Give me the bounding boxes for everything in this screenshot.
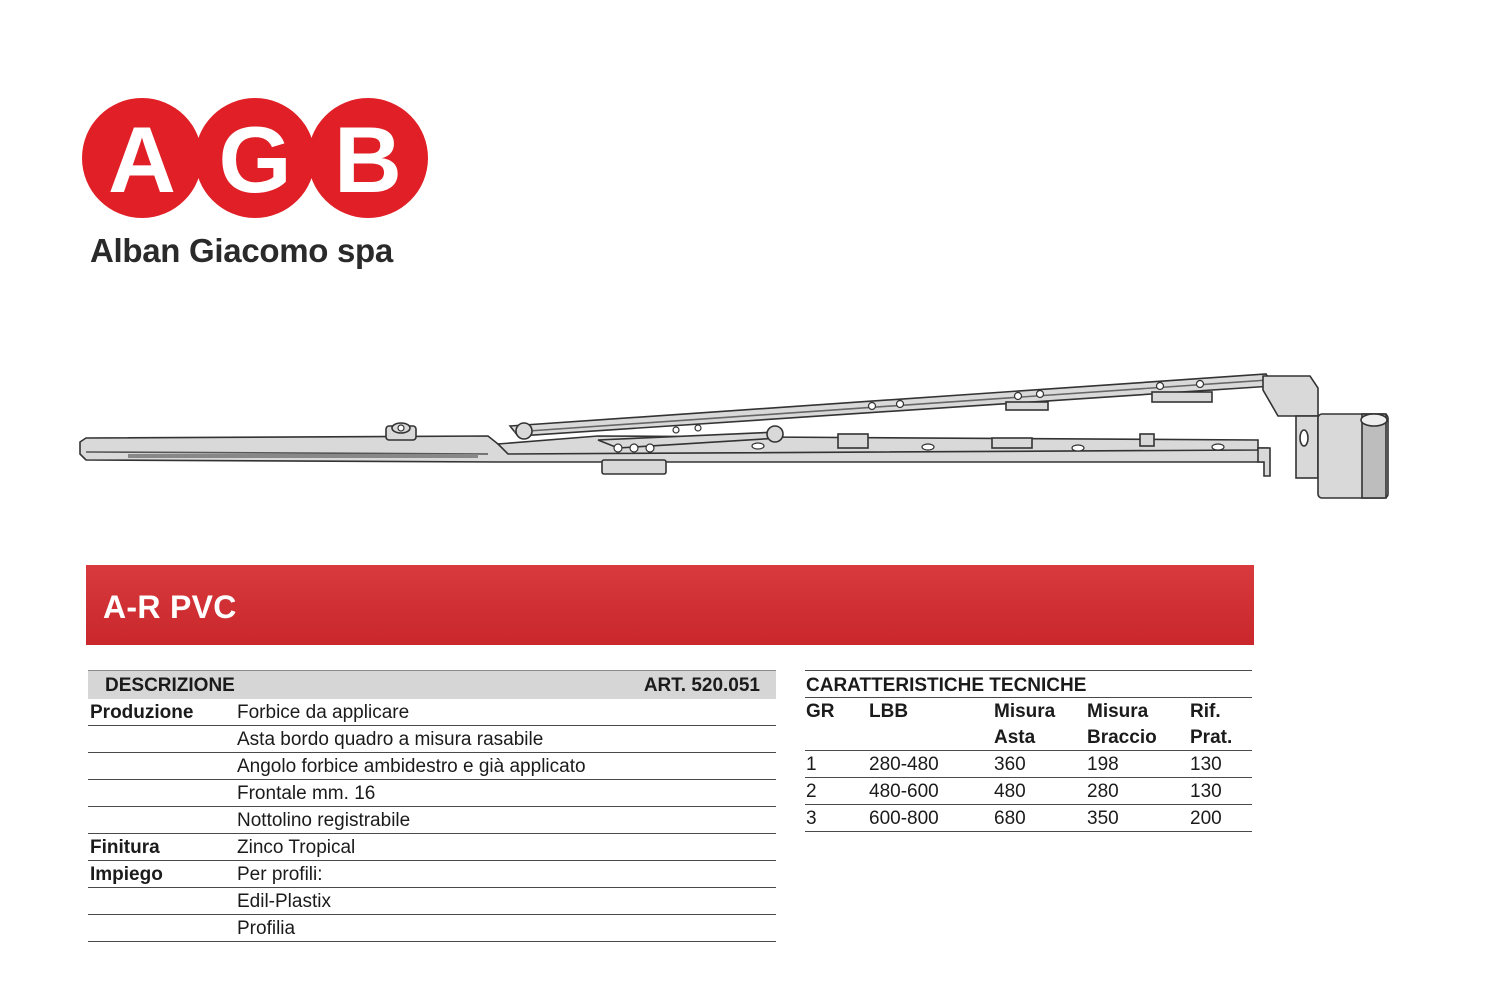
row-label: Impiego: [90, 864, 163, 885]
logo-letter-b: B: [334, 107, 402, 212]
description-row: [88, 726, 776, 753]
row-value: Profilia: [237, 918, 296, 939]
company-name: Alban Giacomo spa: [90, 232, 393, 269]
table-row: [805, 778, 1252, 805]
product-title: A-R PVC: [103, 589, 237, 625]
table-row: [805, 805, 1252, 832]
article-number: ART. 520.051: [643, 675, 760, 696]
table-cell: 3: [806, 808, 817, 829]
row-label: Produzione: [90, 702, 194, 723]
description-row: [88, 753, 776, 780]
row-value: Angolo forbice ambidestro e già applicato: [237, 756, 586, 777]
row-value: Forbice da applicare: [237, 702, 410, 723]
logo-letter-a: A: [108, 107, 176, 212]
header-cell: LBB: [869, 701, 909, 722]
table-cell: 600-800: [869, 808, 939, 829]
description-row: [88, 915, 776, 942]
table-cell: 280-480: [869, 754, 939, 775]
product-title-band: [86, 565, 1254, 645]
technical-header-row: [805, 698, 1252, 724]
table-cell: 130: [1190, 754, 1222, 775]
header-cell: Prat.: [1190, 727, 1233, 748]
description-row: [88, 807, 776, 834]
row-value: Asta bordo quadro a misura rasabile: [237, 729, 544, 750]
header-cell: Rif.: [1190, 701, 1221, 722]
table-cell: 350: [1087, 808, 1119, 829]
header-cell: GR: [806, 701, 835, 722]
row-value: Nottolino registrabile: [237, 810, 411, 831]
table-cell: 480-600: [869, 781, 939, 802]
table-cell: 1: [806, 754, 817, 775]
row-label: Finitura: [90, 837, 160, 858]
table-cell: 680: [994, 808, 1026, 829]
technical-header-row: [805, 724, 1252, 751]
table-cell: 198: [1087, 754, 1119, 775]
row-value: Edil-Plastix: [237, 891, 331, 912]
technical-title: [805, 670, 1252, 698]
scissor-stay-drawing: [78, 368, 1398, 508]
header-cell: Braccio: [1087, 727, 1157, 748]
row-value: Zinco Tropical: [237, 837, 356, 858]
table-cell: 360: [994, 754, 1026, 775]
row-value: Per profili:: [237, 864, 323, 885]
description-table: [88, 670, 776, 942]
description-row: [88, 834, 776, 861]
description-row: [88, 780, 776, 807]
technical-table: [805, 670, 1252, 832]
description-row: [88, 861, 776, 888]
description-header: [88, 670, 776, 699]
table-cell: 480: [994, 781, 1026, 802]
table-row: [805, 751, 1252, 778]
header-cell: Misura: [1087, 701, 1149, 722]
header-cell: Asta: [994, 727, 1036, 748]
technical-title-text: CARATTERISTICHE TECNICHE: [806, 675, 1087, 696]
row-value: Frontale mm. 16: [237, 783, 376, 804]
logo-letter-g: G: [218, 107, 292, 212]
description-row: [88, 888, 776, 915]
agb-logo: [82, 96, 428, 220]
table-cell: 200: [1190, 808, 1222, 829]
description-row: [88, 699, 776, 726]
table-cell: 130: [1190, 781, 1222, 802]
description-label: DESCRIZIONE: [105, 675, 235, 696]
header-cell: Misura: [994, 701, 1056, 722]
table-cell: 280: [1087, 781, 1119, 802]
table-cell: 2: [806, 781, 817, 802]
